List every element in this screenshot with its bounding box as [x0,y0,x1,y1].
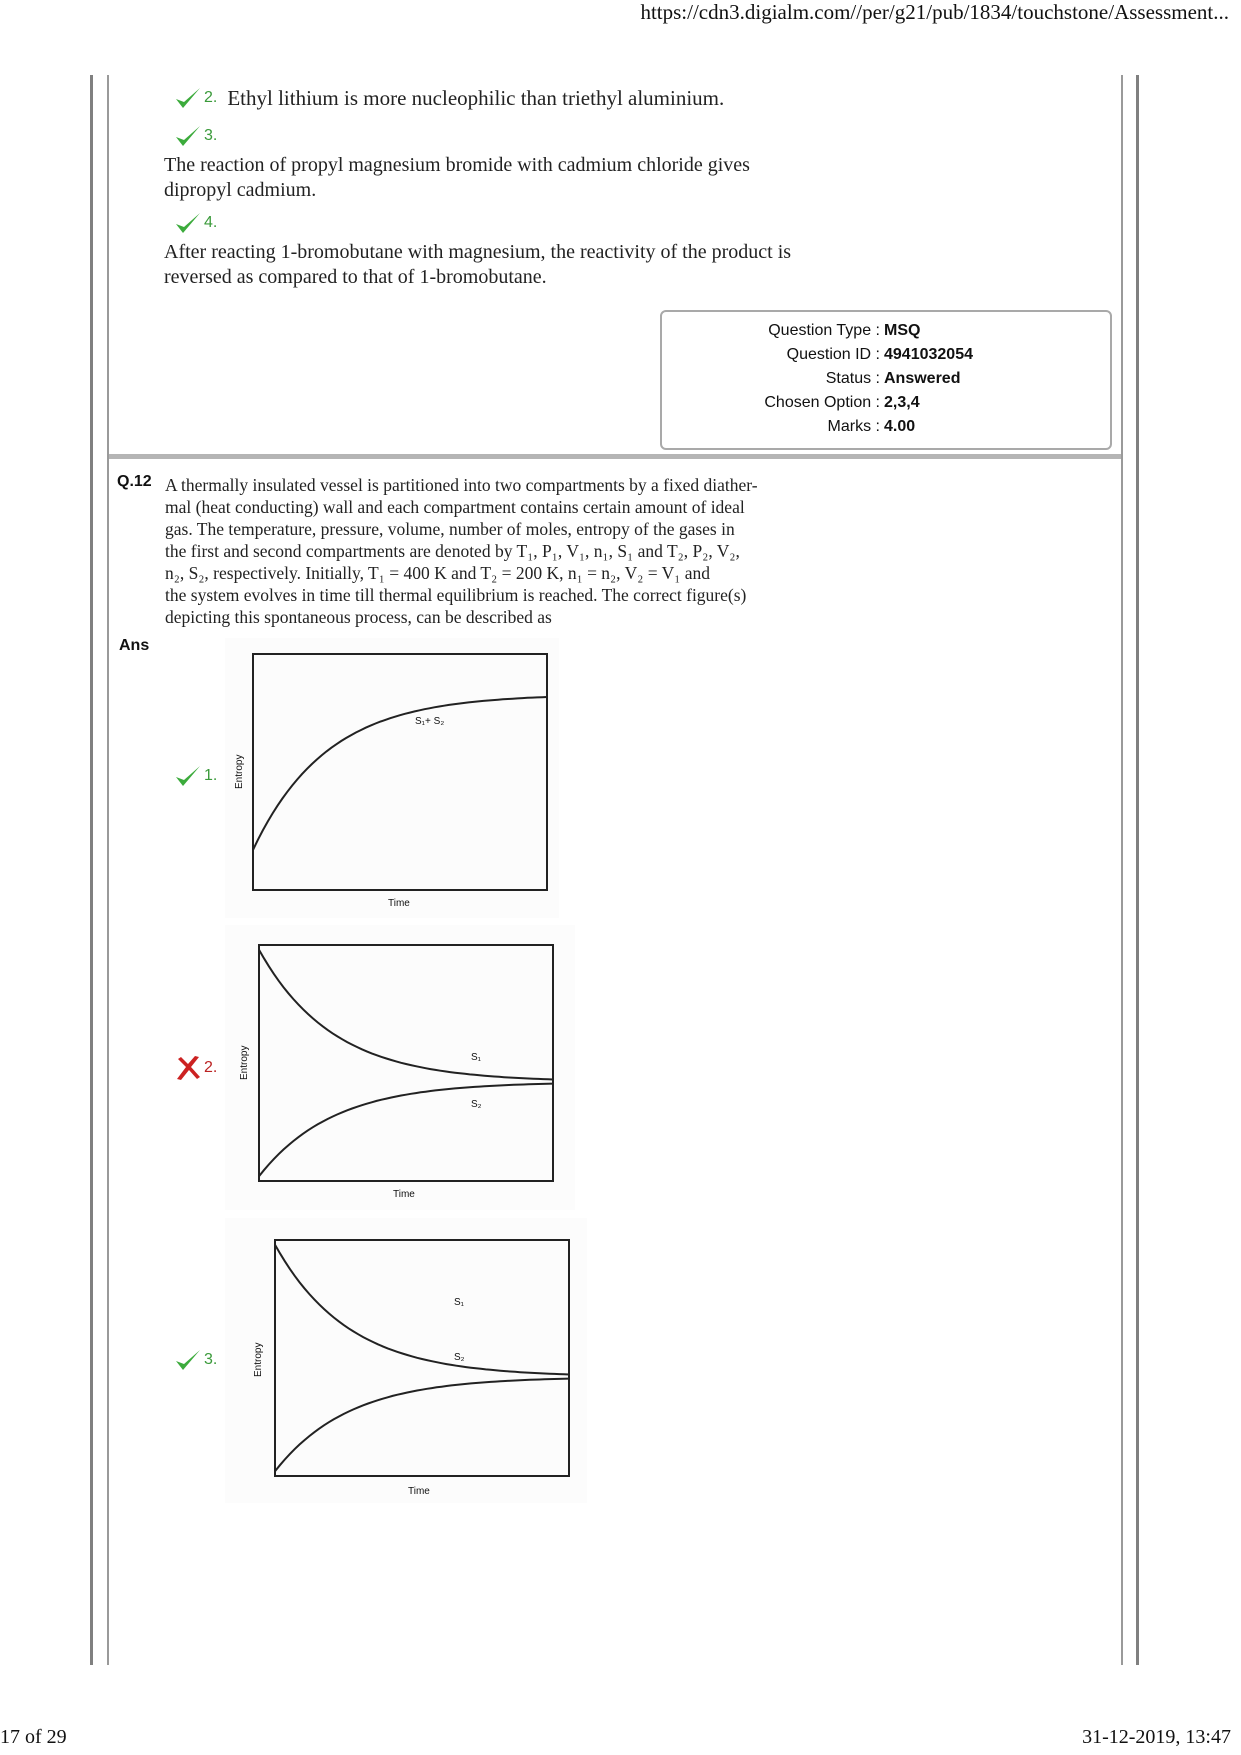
stem-line: the first and second compartments are denoted by T₁, P₁, V₁, n₁, S₁ and T₂, P₂, V₂, [165,541,740,561]
option-number: 2. [204,1059,218,1076]
entropy-chart-1 [225,638,559,918]
answer-label: Ans [119,637,150,654]
prev-option-2 [174,84,724,112]
y-axis-label: Entropy [234,754,245,789]
right-inner-border [1121,75,1123,1665]
stem-line: n₂, S₂, respectively. Initially, T₁ = 400 K and T₂ = 200 K, n₁ = n₂, V₂ = V₁ and [165,563,711,583]
option-number: 3. [204,1351,218,1368]
check-icon [174,762,202,790]
series-label: S₁+ S₂ [415,716,445,727]
question-type-label: Question Type : [768,322,880,339]
page-counter: 17 of 29 [0,1726,67,1748]
answer-option-1 [174,762,217,790]
option-text: The reaction of propyl magnesium bromide with cadmium chloride gives dipropyl cadmium. [164,154,750,201]
check-icon [174,122,202,150]
answer-option-3 [174,1346,217,1374]
x-axis-label: Time [393,1189,415,1200]
chart-svg [225,638,559,918]
series-line-s1 [259,950,553,1080]
series-line-s1-plus-s2 [253,697,547,850]
left-outer-border [90,75,93,1665]
question-id-value: 4941032054 [884,346,973,363]
left-inner-border [107,75,109,1665]
x-axis-label: Time [388,898,410,909]
entropy-chart-2 [225,925,575,1210]
x-axis-label: Time [408,1486,430,1497]
cross-icon [174,1054,202,1082]
series-label: S₂ [454,1352,465,1363]
stem-line: A thermally insulated vessel is partitioned into two compartments by a fixed diather- [165,475,758,495]
series-label: S₁ [471,1052,482,1063]
option-text: Ethyl lithium is more nucleophilic than triethyl aluminium. [227,85,725,110]
chosen-option-value: 2,3,4 [884,394,920,411]
series-line-s2 [275,1379,569,1472]
plot-frame [253,654,547,890]
question-stem [165,474,758,628]
y-axis-label: Entropy [253,1342,264,1377]
stem-line: gas. The temperature, pressure, volume, number of moles, entropy of the gases in [165,519,735,539]
page-url: https://cdn3.digialm.com//per/g21/pub/1834/touchstone/Assessment... [640,0,1229,24]
question-info-panel [660,310,1112,450]
status-value: Answered [884,370,961,387]
stem-line: the system evolves in time till thermal equilibrium is reached. The correct figure(s) [165,585,747,605]
stem-line: mal (heat conducting) wall and each compartment contains certain amount of ideal [165,497,745,517]
marks-label: Marks : [827,418,880,435]
status-label: Status : [825,370,880,387]
chosen-option-label: Chosen Option : [764,394,880,411]
series-label: S₂ [471,1099,482,1110]
question-type-value: MSQ [884,322,921,339]
option-number: 2. [204,89,218,106]
print-datetime: 31-12-2019, 13:47 [1082,1726,1231,1748]
option-number: 1. [204,767,218,784]
check-icon [174,1346,202,1374]
prev-option-3 [174,122,217,150]
series-line-s1 [275,1245,569,1375]
option-number: 4. [204,214,218,231]
chart-svg [225,925,575,1210]
entropy-chart-3 [225,1218,587,1503]
answer-option-2 [174,1054,217,1082]
series-line-s2 [259,1084,553,1177]
check-icon [174,209,202,237]
option-number: 3. [204,127,218,144]
check-icon [174,84,202,112]
question-id-label: Question ID : [786,346,880,363]
right-outer-border [1136,75,1139,1665]
prev-option-4 [174,209,217,237]
marks-value: 4.00 [884,418,916,435]
chart-svg [225,1218,587,1503]
series-label: S₁ [454,1297,465,1308]
question-divider [109,454,1121,459]
y-axis-label: Entropy [239,1045,250,1080]
question-number: Q.12 [117,473,152,490]
option-text: After reacting 1-bromobutane with magnesium, the reactivity of the product is reversed as compared to that of 1-bromobutane. [164,241,792,288]
stem-line: depicting this spontaneous process, can be described as [165,607,552,627]
